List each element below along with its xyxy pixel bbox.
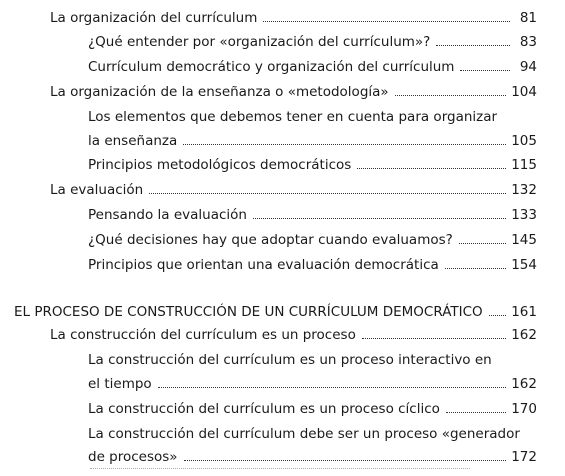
dot-leader — [253, 218, 506, 219]
dot-leader — [445, 268, 506, 269]
toc-entry-title: La construcción del currículum es un proceso — [50, 327, 356, 343]
toc-page-number: 104 — [511, 84, 537, 100]
dot-leader — [263, 21, 510, 22]
toc-page-number: 81 — [519, 10, 537, 26]
dot-leader — [460, 70, 510, 71]
toc-entry-title: Currículum democrático y organización del currículum — [88, 59, 455, 75]
toc-entry-level2 — [50, 80, 537, 100]
toc-entry-level1 — [14, 300, 537, 320]
toc-page-number: 132 — [511, 182, 537, 198]
toc-entry-level3 — [88, 253, 537, 273]
toc-entry-title: La construcción del currículum es un proceso cíclico — [88, 401, 440, 417]
toc-entry-level3 — [88, 445, 537, 465]
cropped-next-line — [90, 466, 470, 476]
toc-page-number: 154 — [511, 257, 537, 273]
toc-entry-level3 — [88, 129, 537, 149]
toc-page-number: 105 — [511, 133, 537, 149]
dot-leader — [446, 412, 506, 413]
toc-entry-title: La construcción del currículum debe ser un proceso «generador — [88, 426, 520, 442]
toc-page-number: 145 — [511, 232, 537, 248]
toc-entry-title: Los elementos que debemos tener en cuenta para organizar — [88, 109, 498, 125]
toc-page-number: 133 — [511, 207, 537, 223]
toc-entry-title: La evaluación — [50, 182, 144, 198]
toc-entry-title: La organización del currículum — [50, 10, 258, 26]
toc-chapter-title: EL PROCESO DE CONSTRUCCIÓN DE UN CURRÍCULUM DEMOCRÁTICO — [14, 304, 483, 320]
toc-entry-level3 — [88, 372, 537, 392]
dot-leader — [357, 168, 506, 169]
dot-leader — [436, 45, 510, 46]
toc-entry-level3 — [88, 55, 537, 75]
dot-leader — [362, 338, 506, 339]
toc-entry-level3 — [88, 153, 537, 173]
toc-entry-level2 — [50, 178, 537, 198]
dot-leader — [158, 387, 507, 388]
toc-entry-title: de procesos» — [88, 449, 178, 465]
toc-entry-title: Principios que orientan una evaluación democrática — [88, 257, 439, 273]
toc-entry-title: ¿Qué entender por «organización del currículum»? — [88, 34, 431, 50]
toc-page-number: 170 — [511, 401, 537, 417]
dot-leader — [184, 460, 507, 461]
toc-entry-title: Pensando la evaluación — [88, 207, 247, 223]
toc-entry-level3-line1 — [88, 105, 537, 125]
toc-entry-title: el tiempo — [88, 376, 152, 392]
dot-leader — [395, 95, 507, 96]
toc-entry-title: ¿Qué decisiones hay que adoptar cuando evaluamos? — [88, 232, 453, 248]
toc-entry-level3 — [88, 228, 537, 248]
toc-entry-title: Principios metodológicos democráticos — [88, 157, 352, 173]
dot-leader — [149, 193, 506, 194]
dot-leader — [459, 243, 506, 244]
toc-entry-level3 — [88, 203, 537, 223]
toc-page-number: 161 — [511, 304, 537, 320]
dot-leader — [183, 144, 506, 145]
toc-page-number: 115 — [511, 157, 537, 173]
toc-entry-level3-line1 — [88, 422, 537, 442]
toc-entry-level3 — [88, 397, 537, 417]
toc-page-number: 172 — [511, 449, 537, 465]
toc-entry-level2 — [50, 6, 537, 26]
toc-entry-title: la enseñanza — [88, 133, 178, 149]
toc-page-number: 94 — [519, 59, 537, 75]
toc-page-number: 162 — [511, 376, 537, 392]
toc-entry-level2 — [50, 323, 537, 343]
toc-page-number: 162 — [511, 327, 537, 343]
toc-entry-title: La organización de la enseñanza o «metodología» — [50, 84, 389, 100]
toc-entry-level3 — [88, 30, 537, 50]
toc-entry-level3-line1 — [88, 348, 537, 368]
toc-entry-title: La construcción del currículum es un proceso interactivo en — [88, 352, 492, 368]
dot-leader — [489, 315, 507, 316]
toc-page-number: 83 — [519, 34, 537, 50]
